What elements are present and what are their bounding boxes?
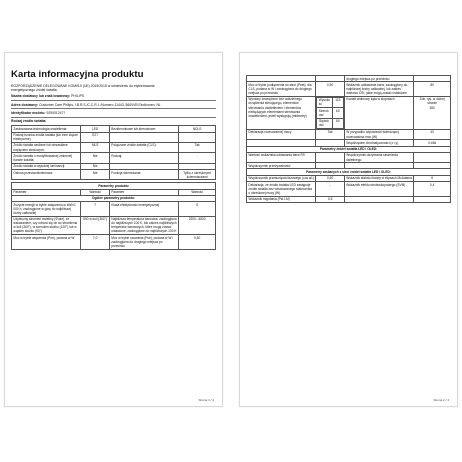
table-cell: Współczynnik przesunięcia fazowego (cos φ1) — [248, 176, 314, 181]
table-cell: 0,50 — [316, 82, 345, 96]
table-cell: 0,5 — [316, 196, 345, 202]
table-cell: 0,456 — [414, 140, 451, 146]
section-heading: Parametry źródeł światła LED i OLED: — [247, 146, 451, 152]
table-cell: Klasa efektywności energetycznej — [109, 202, 178, 216]
table-cell: Wskaźnik stałości barwy w elipsach McAdama — [346, 176, 412, 181]
table-row — [12, 169, 216, 179]
table-cell: Funkcja ściemniania: — [109, 169, 178, 179]
page-number: Strona 1 / 4 — [198, 398, 214, 402]
table-cell: Nie — [81, 169, 110, 179]
table-row — [12, 132, 216, 142]
table-row — [12, 153, 216, 163]
table-cell: MLS — [81, 142, 110, 152]
table-cell: G — [179, 202, 216, 216]
light-source-type-table — [11, 125, 216, 180]
table-cell: Wartość wskaźnika oddawania barw R9 — [247, 152, 316, 162]
table-row — [247, 196, 451, 202]
column-header: Wartość — [81, 189, 110, 195]
table-cell: Moc w trybie czuwania (Psb), podana w W i zaokrąglona do drugiego miejsca po przecinku — [109, 235, 178, 249]
model-row — [11, 111, 216, 115]
address-row — [11, 103, 216, 107]
column-header: Wartość — [179, 189, 216, 195]
table-cell: 550 w kuli (360°) — [81, 216, 110, 235]
table-cell: Rodzaj: — [109, 153, 178, 163]
table-cell: Współrzędne chromatyczności (x i y) — [344, 140, 413, 146]
beam-value: 360 — [429, 105, 435, 110]
table-cell: 7,0 — [81, 235, 110, 249]
table-cell: Źródło światła zasilane lub niezasilane napięciem sieciowym: — [12, 142, 81, 152]
column-header: Parametr — [12, 189, 81, 195]
table-row — [247, 152, 451, 162]
table-cell: Wskaźnik oddawania barw, zaokrąglony do najbliższej liczby całkowitej, lub zakres wartości CRI, jakie mogą zostać ustawione — [344, 82, 413, 96]
table-cell: Szerokość — [317, 108, 332, 118]
product-parameters-continued-table — [246, 75, 451, 203]
table-cell: - — [179, 153, 216, 163]
document-page-left — [4, 52, 223, 407]
table-cell: 0,50 — [179, 235, 216, 249]
table-row — [12, 235, 216, 249]
model-value: 929001247? — [46, 110, 66, 115]
table-cell: Użyteczny strumień świetlny (Φuse), ze wskazaniem, czy odnosi się on do strumienia w kuli (360°), w szerokim stożku (120°) lub w wąskim stożku (90°) — [12, 216, 81, 235]
table-cell: Najbliższa temperatura barwowa, zaokrąglona do najbliższych 100 K, lub zakres najbliższych temperatur barwowych, które mogą zostać ustawione, zaokrąglone do najbliższych 100 K — [109, 216, 178, 235]
table-cell: Wskaźnik efektu stroboskopowego (SVM) — [344, 182, 413, 196]
document-page-right — [239, 52, 458, 407]
table-row — [12, 142, 216, 152]
table-cell — [414, 196, 451, 202]
table-cell: drugiego miejsca po przecinku — [344, 76, 413, 82]
supplier-row — [11, 94, 216, 98]
model-label: Identyfikator modelu: — [11, 110, 46, 115]
section-heading: Parametry produktu — [12, 183, 216, 189]
table-cell: Połączone źródło światła (CLS): — [109, 142, 178, 152]
table-cell: Moc w trybie włączenia (Pon), podana w W — [12, 235, 81, 249]
table-cell: 0,4 — [414, 182, 451, 196]
supplier-label: Nazwa dostawcy lub znak towarowy: — [11, 94, 71, 99]
table-cell: - — [316, 182, 345, 196]
table-cell: 6 — [414, 175, 451, 181]
table-cell — [316, 152, 345, 162]
table-cell: Nie — [81, 153, 110, 163]
table-cell: Wysokość — [317, 97, 332, 107]
table-cell: Wskaźnik migotania (Pst LM) — [247, 196, 316, 202]
section-heading: Parametry zasilanych z sieci źródeł światła LED i OLED: — [247, 169, 451, 175]
page-number: Strona 2 / 4 — [433, 398, 449, 402]
table-cell: W przypadku odpowiedzi twierdzącej, równoważna moc (W) — [344, 129, 413, 139]
table-cell: Zob. rys. w dolnej stronie 360 — [414, 96, 451, 129]
dimensions-table — [316, 97, 344, 129]
table-cell: LED — [81, 126, 110, 132]
table-cell — [109, 132, 178, 142]
table-cell: Współczynnik utrzymania strumienia świetlnego — [344, 152, 413, 162]
table-cell: 0,50 — [316, 175, 345, 181]
table-cell: Tak — [179, 142, 216, 152]
table-row — [12, 216, 216, 235]
dimensions-cell — [316, 96, 345, 129]
table-cell: 60 — [332, 108, 343, 118]
supplier-value: PHILIPS — [71, 94, 85, 99]
table-cell: Nie — [81, 163, 110, 169]
table-cell: Tylko z określonymi ściemniaczami — [179, 169, 216, 179]
table-cell: Deklaracja równoważnej mocy — [247, 129, 316, 139]
table-row — [317, 118, 344, 128]
table-cell: Źródło światła w wysokiej luminancji: — [12, 163, 81, 169]
table-cell: Tak — [316, 129, 345, 139]
table-cell: 80 — [414, 82, 451, 96]
table-cell: Rodzaj trzonka źródła światła (lub inne złącze elektryczne) — [12, 132, 81, 142]
table-cell: 115 — [332, 97, 343, 107]
table-row — [247, 182, 451, 196]
address-value: Customer Care Philips, I.B.R.S./C.C.R.I. /Numero 11443, 5600VB Eindhoven, NL — [39, 102, 161, 107]
table-cell — [179, 132, 216, 142]
table-cell: Zużycie energii w trybie załączenia w kWh/1 000 h, zaokrąglone w górę do najbliższej liczby całkowitej — [12, 202, 81, 216]
type-label: Rodzaj źródła światła: — [11, 119, 47, 124]
table-cell: Bezkierunkowe lub kierunkowe: — [109, 126, 178, 132]
table-cell: Kształt widmowy kąta w stopniach — [344, 96, 413, 129]
section-heading: Ogólne parametry produktu: — [12, 195, 216, 201]
table-cell: Moc w trybie podłączenia do sieci (Pnet), dla CLS, podana w W i zaokrąglona do drugiego miejsca po przecinku — [247, 82, 316, 96]
table-cell: Współczynnik przeżywalności — [247, 163, 316, 169]
table-row — [317, 108, 344, 118]
table-row — [247, 96, 451, 129]
table-cell: Zastosowana technologia oświetlenia: — [12, 126, 81, 132]
table-cell: 40 — [414, 129, 451, 139]
table-cell: E27 — [81, 132, 110, 142]
document-title: Karta informacyjna produktu — [11, 69, 144, 80]
table-row — [247, 82, 451, 96]
table-cell — [414, 152, 451, 162]
table-cell: Deklaracja, że źródło światła LED zastępuje źródło światła bez wbudowanego statecznika o określonej mocy (W) — [247, 182, 316, 196]
regulation-line-2: energetycznego źródeł światła — [11, 88, 57, 93]
table-cell: NDLS — [179, 126, 216, 132]
table-cell: 7 — [81, 202, 110, 216]
table-row — [247, 129, 451, 139]
table-row — [317, 97, 344, 107]
table-cell: Głębokość — [317, 118, 332, 128]
table-cell: 60 — [332, 118, 343, 128]
table-row — [12, 202, 216, 216]
table-cell — [344, 196, 413, 202]
product-parameters-table — [11, 182, 216, 249]
table-cell: Osłona przeciwolśnieniowa: — [12, 169, 81, 179]
address-label: Adres dostawcy: — [11, 102, 39, 107]
table-cell: 2200...4500 — [179, 216, 216, 235]
table-cell: Wymiary zewnętrzne bez oddzielnego urządzenia sterującego, elementów sterowania oświetleniem i elementów niebędących elementami sterowania oświetleniem, jeżeli występują (milimetry) — [247, 96, 316, 129]
column-header: Parametr — [109, 189, 178, 195]
regulation-line-1: ROZPORZĄDZENIE DELEGOWANE KOMISJI (UE) 2019/2015 w odniesieniu do etykietowania — [11, 84, 155, 88]
table-cell: Źródło światła o modyfikowalnej zmiennej barwie światła: — [12, 153, 81, 163]
